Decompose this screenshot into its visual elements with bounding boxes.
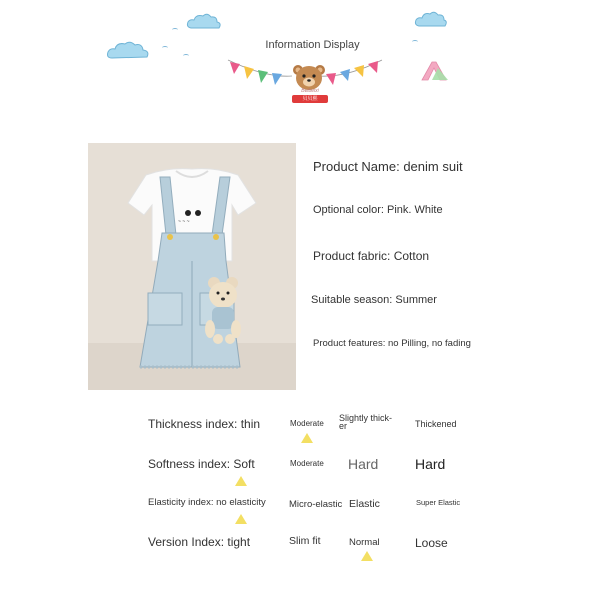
version-index-label: Version Index: tight	[148, 535, 251, 549]
version-indicator-icon	[361, 551, 373, 561]
softness-index-label: Softness index: Soft	[148, 457, 255, 471]
thickness-option-moderate: Moderate	[290, 419, 324, 428]
thickness-index-label: Thickness index: thin	[148, 417, 261, 431]
softness-option-hard: Hard	[348, 456, 379, 472]
product-season: Suitable season: Summer	[311, 294, 437, 306]
letter-a-block-icon	[420, 60, 450, 82]
thickness-option-slightly-thicker: Slightly thick-er	[339, 413, 393, 431]
product-photo	[88, 143, 296, 390]
product-fabric: Product fabric: Cotton	[313, 249, 430, 263]
elasticity-index-label: Elasticity index: no elasticity	[148, 497, 266, 508]
product-name: Product Name: denim suit	[313, 159, 463, 174]
bird-icon	[183, 54, 189, 58]
product-features: Product features: no Pilling, no fading	[313, 338, 471, 349]
cloud-top-icon	[186, 12, 222, 30]
elasticity-option-elastic: Elastic	[349, 498, 380, 510]
version-option-slim-fit: Slim fit	[289, 535, 321, 547]
thickness-option-thickened: Thickened	[415, 419, 457, 429]
softness-indicator-icon	[235, 476, 247, 486]
denim-overall-dress-image	[88, 143, 296, 390]
softness-option-moderate: Moderate	[290, 459, 324, 468]
cloud-right-icon	[414, 10, 448, 28]
softness-option-hard-strong: Hard	[415, 456, 446, 472]
svg-text:~ ~ ~: ~ ~ ~	[178, 219, 190, 225]
product-color: Optional color: Pink. White	[313, 204, 443, 216]
elasticity-indicator-icon	[235, 514, 247, 524]
page-title: Information Display	[265, 39, 360, 51]
bird-icon	[172, 28, 178, 32]
logo-brand-text: Beibeixi	[301, 88, 319, 94]
logo-badge: 贝贝熙	[292, 95, 328, 103]
elasticity-option-super-elastic: Super Elastic	[416, 498, 461, 507]
version-option-normal: Normal	[349, 537, 380, 548]
version-option-loose: Loose	[415, 536, 448, 550]
thickness-indicator-icon	[301, 433, 313, 443]
elasticity-option-micro-elastic: Micro-elastic	[289, 499, 343, 510]
